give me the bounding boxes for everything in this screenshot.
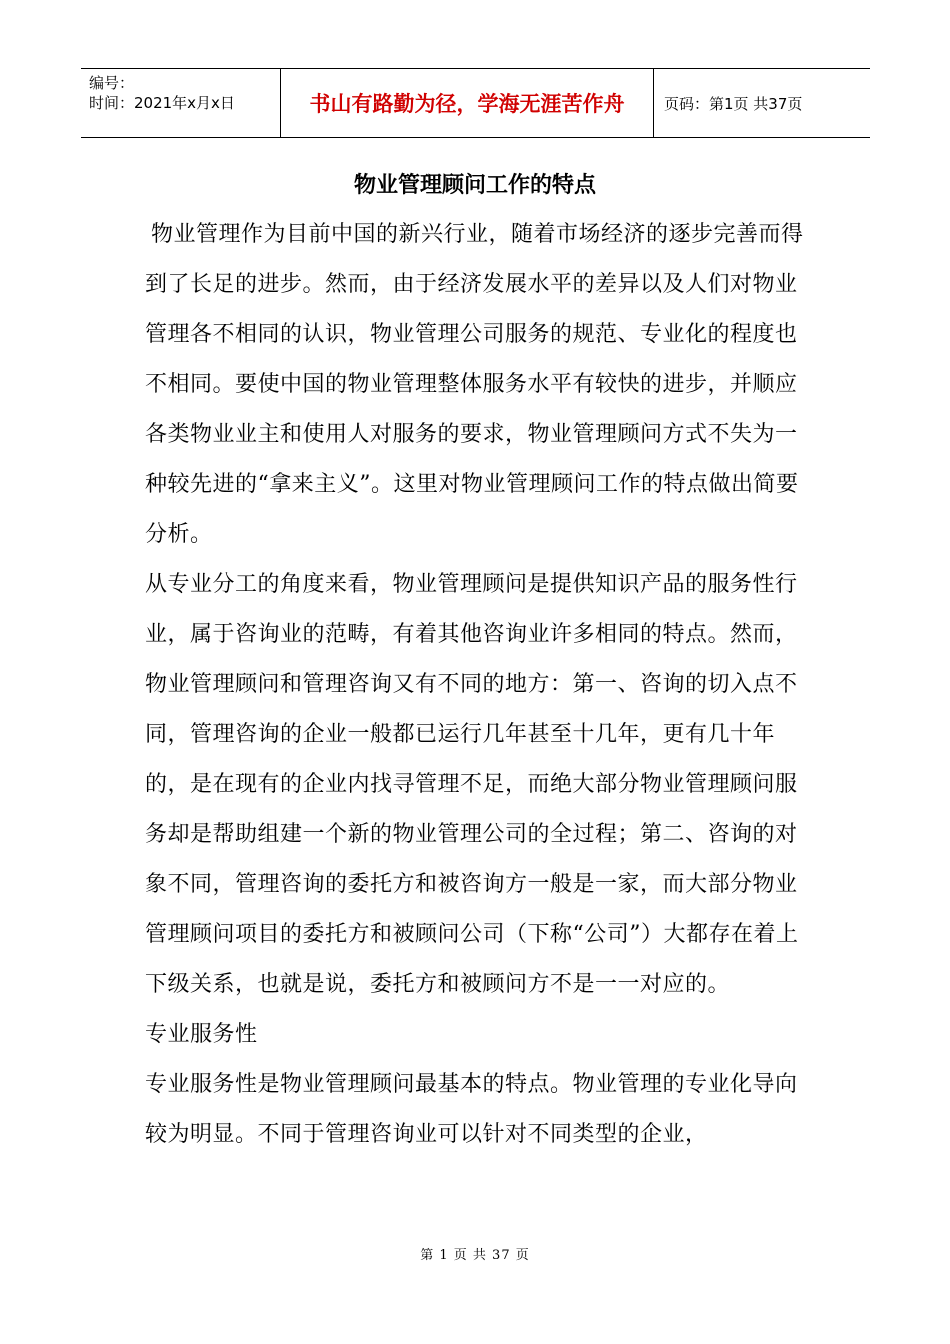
header-table bbox=[81, 68, 870, 138]
header-meta bbox=[81, 69, 281, 137]
paragraph-section: 专业服务性是物业管理顾问最基本的特点。物业管理的专业化导向较为明显。不同于管理咨询业可以针对不同类型的企业， bbox=[145, 1072, 798, 1147]
header-page-info: 页码：第1页 共37页 bbox=[664, 94, 803, 113]
paragraph-intro: 物业管理作为目前中国的新兴行业，随着市场经济的逐步完善而得到了长足的进步。然而，由于经济发展水平的差异以及人们对物业管理各不相同的认识，物业管理公司服务的规范、专业化的程度也不相同。要使中国的物业管理整体服务水平有较快的进步，并顺应各类物业业主和使用人对服务的要求，物业管理顾问方式不失为一种较先进的“拿来主义”。这里对物业管理顾问工作的特点做出简要分析。 bbox=[145, 222, 804, 547]
header-motto: 书山有路勤为径，学海无涯苦作舟 bbox=[281, 69, 654, 137]
document-body bbox=[145, 210, 810, 1160]
page-footer: 第 1 页 共 37 页 bbox=[420, 1248, 530, 1263]
paragraph-analysis: 从专业分工的角度来看，物业管理顾问是提供知识产品的服务性行业，属于咨询业的范畴，有着其他咨询业许多相同的特点。然而，物业管理顾问和管理咨询又有不同的地方：第一、咨询的切入点不同，管理咨询的企业一般都已运行几年甚至十几年，更有几十年的，是在现有的企业内找寻管理不足，而绝大部分物业管理顾问服务却是帮助组建一个新的物业管理公司的全过程；第二、咨询的对象不同，管理咨询的委托方和被咨询方一般是一家，而大部分物业管理顾问项目的委托方和被顾问公司（下称“公司”）大都存在着上下级关系，也就是说，委托方和被顾问方不是一一对应的。 bbox=[145, 572, 799, 997]
section-heading: 专业服务性 bbox=[145, 1022, 258, 1047]
document-title: 物业管理顾问工作的特点 bbox=[353, 173, 596, 198]
header-number-label: 编号： bbox=[89, 74, 135, 92]
header-time-label: 时间：2021年x月x日 bbox=[89, 94, 235, 112]
